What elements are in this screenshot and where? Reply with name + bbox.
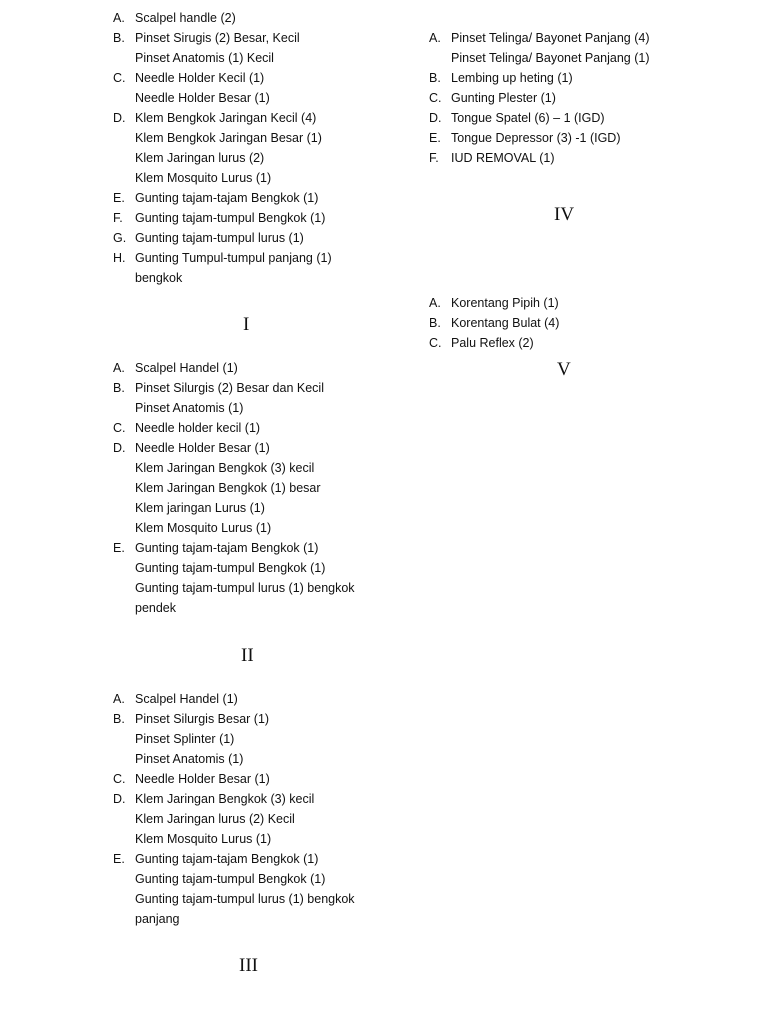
item-line: Palu Reflex (2): [451, 336, 534, 350]
item-line: Klem Jaringan lurus (2) Kecil: [135, 812, 295, 826]
item-line: Pinset Telinga/ Bayonet Panjang (4): [451, 31, 650, 45]
list-item: [429, 68, 650, 88]
item-line: Klem Mosquito Lurus (1): [135, 171, 272, 185]
item-line: Gunting Plester (1): [451, 91, 556, 105]
item-line: Gunting tajam-tumpul Bengkok (1): [135, 211, 326, 225]
list-item: [113, 228, 332, 248]
item-line: IUD REMOVAL (1): [451, 151, 555, 165]
list-group-3: [113, 689, 355, 929]
item-letter: E.: [113, 852, 125, 866]
item-line: Klem Jaringan lurus (2): [135, 151, 265, 165]
item-letter: C.: [113, 421, 126, 435]
item-line: panjang: [135, 912, 180, 926]
item-letter: B.: [429, 316, 441, 330]
list-item: [113, 769, 355, 789]
list-item: [113, 358, 355, 378]
item-line: Pinset Telinga/ Bayonet Panjang (1): [451, 51, 650, 65]
list-item: [113, 68, 332, 108]
item-line: pendek: [135, 601, 177, 615]
item-line: Pinset Sirugis (2) Besar, Kecil: [135, 31, 300, 45]
group-numeral-3: III: [239, 955, 258, 976]
group-numeral-4: IV: [554, 204, 575, 225]
item-letter: C.: [113, 772, 126, 786]
item-line: Klem Bengkok Jaringan Besar (1): [135, 131, 322, 145]
item-line: Pinset Anatomis (1): [135, 752, 244, 766]
list-item: [113, 378, 355, 418]
list-item: [113, 108, 332, 188]
item-line: Scalpel Handel (1): [135, 692, 238, 706]
item-letter: A.: [113, 361, 125, 375]
item-line: Pinset Anatomis (1): [135, 401, 244, 415]
group-numeral-5: V: [557, 359, 571, 380]
item-letter: A.: [113, 692, 125, 706]
item-line: Korentang Bulat (4): [451, 316, 560, 330]
list-item: [113, 538, 355, 618]
list-item: [429, 313, 559, 333]
item-letter: E.: [113, 541, 125, 555]
item-line: Gunting tajam-tumpul Bengkok (1): [135, 872, 326, 886]
item-line: Gunting tajam-tumpul lurus (1) bengkok: [135, 581, 355, 595]
item-line: Klem Bengkok Jaringan Kecil (4): [135, 111, 317, 125]
list-item: [113, 248, 332, 288]
item-letter: F.: [113, 211, 123, 225]
list-group-5: [429, 293, 559, 353]
list-item: [429, 108, 650, 128]
item-letter: E.: [113, 191, 125, 205]
item-line: Lembing up heting (1): [451, 71, 573, 85]
item-letter: A.: [429, 31, 441, 45]
item-line: Klem jaringan Lurus (1): [135, 501, 265, 515]
item-line: Gunting tajam-tumpul lurus (1): [135, 231, 304, 245]
item-line: Pinset Silurgis Besar (1): [135, 712, 270, 726]
list-item: [429, 148, 650, 168]
item-line: Gunting tajam-tumpul Bengkok (1): [135, 561, 326, 575]
item-letter: A.: [113, 11, 125, 25]
list-item: [113, 188, 332, 208]
list-item: [113, 789, 355, 849]
item-letter: B.: [113, 31, 125, 45]
item-line: Klem Jaringan Bengkok (3) kecil: [135, 461, 315, 475]
item-letter: C.: [113, 71, 126, 85]
item-line: Tongue Depressor (3) -1 (IGD): [451, 131, 621, 145]
list-item: [429, 128, 650, 148]
group-numeral-2: II: [241, 645, 254, 666]
item-line: Klem Mosquito Lurus (1): [135, 521, 272, 535]
item-letter: C.: [429, 336, 442, 350]
item-line: Pinset Anatomis (1) Kecil: [135, 51, 274, 65]
item-line: Gunting tajam-tajam Bengkok (1): [135, 541, 319, 555]
item-letter: E.: [429, 131, 441, 145]
item-line: bengkok: [135, 271, 183, 285]
item-letter: D.: [113, 792, 126, 806]
group-numeral-1: I: [243, 314, 250, 335]
list-item: [113, 8, 332, 28]
item-line: Tongue Spatel (6) – 1 (IGD): [451, 111, 605, 125]
list-item: [429, 88, 650, 108]
item-line: Klem Jaringan Bengkok (1) besar: [135, 481, 321, 495]
item-letter: C.: [429, 91, 442, 105]
list-item: [113, 709, 355, 769]
list-item: [113, 418, 355, 438]
list-item: [113, 208, 332, 228]
item-letter: D.: [429, 111, 442, 125]
item-line: Korentang Pipih (1): [451, 296, 559, 310]
item-line: Gunting tajam-tumpul lurus (1) bengkok: [135, 892, 355, 906]
item-letter: B.: [429, 71, 441, 85]
item-letter: G.: [113, 231, 127, 245]
item-line: Needle Holder Kecil (1): [135, 71, 265, 85]
item-line: Pinset Splinter (1): [135, 732, 235, 746]
list-item: [113, 849, 355, 929]
item-line: Gunting tajam-tajam Bengkok (1): [135, 191, 319, 205]
list-group-4: [429, 28, 650, 168]
list-item: [429, 333, 559, 353]
item-line: Pinset Silurgis (2) Besar dan Kecil: [135, 381, 324, 395]
item-letter: D.: [113, 441, 126, 455]
item-line: Needle Holder Besar (1): [135, 91, 270, 105]
item-line: Needle Holder Besar (1): [135, 772, 270, 786]
item-letter: F.: [429, 151, 439, 165]
item-line: Gunting Tumpul-tumpul panjang (1): [135, 251, 332, 265]
item-line: Gunting tajam-tajam Bengkok (1): [135, 852, 319, 866]
item-letter: D.: [113, 111, 126, 125]
list-group-2: [113, 358, 355, 618]
item-letter: H.: [113, 251, 126, 265]
item-line: Klem Jaringan Bengkok (3) kecil: [135, 792, 315, 806]
list-item: [113, 28, 332, 68]
list-item: [113, 689, 355, 709]
list-item: [113, 438, 355, 538]
list-item: [429, 293, 559, 313]
item-line: Needle Holder Besar (1): [135, 441, 270, 455]
item-line: Scalpel handle (2): [135, 11, 236, 25]
item-line: Needle holder kecil (1): [135, 421, 261, 435]
item-line: Scalpel Handel (1): [135, 361, 238, 375]
item-letter: A.: [429, 296, 441, 310]
item-line: Klem Mosquito Lurus (1): [135, 832, 272, 846]
list-group-1: [113, 8, 332, 288]
list-item: [429, 28, 650, 68]
item-letter: B.: [113, 381, 125, 395]
item-letter: B.: [113, 712, 125, 726]
